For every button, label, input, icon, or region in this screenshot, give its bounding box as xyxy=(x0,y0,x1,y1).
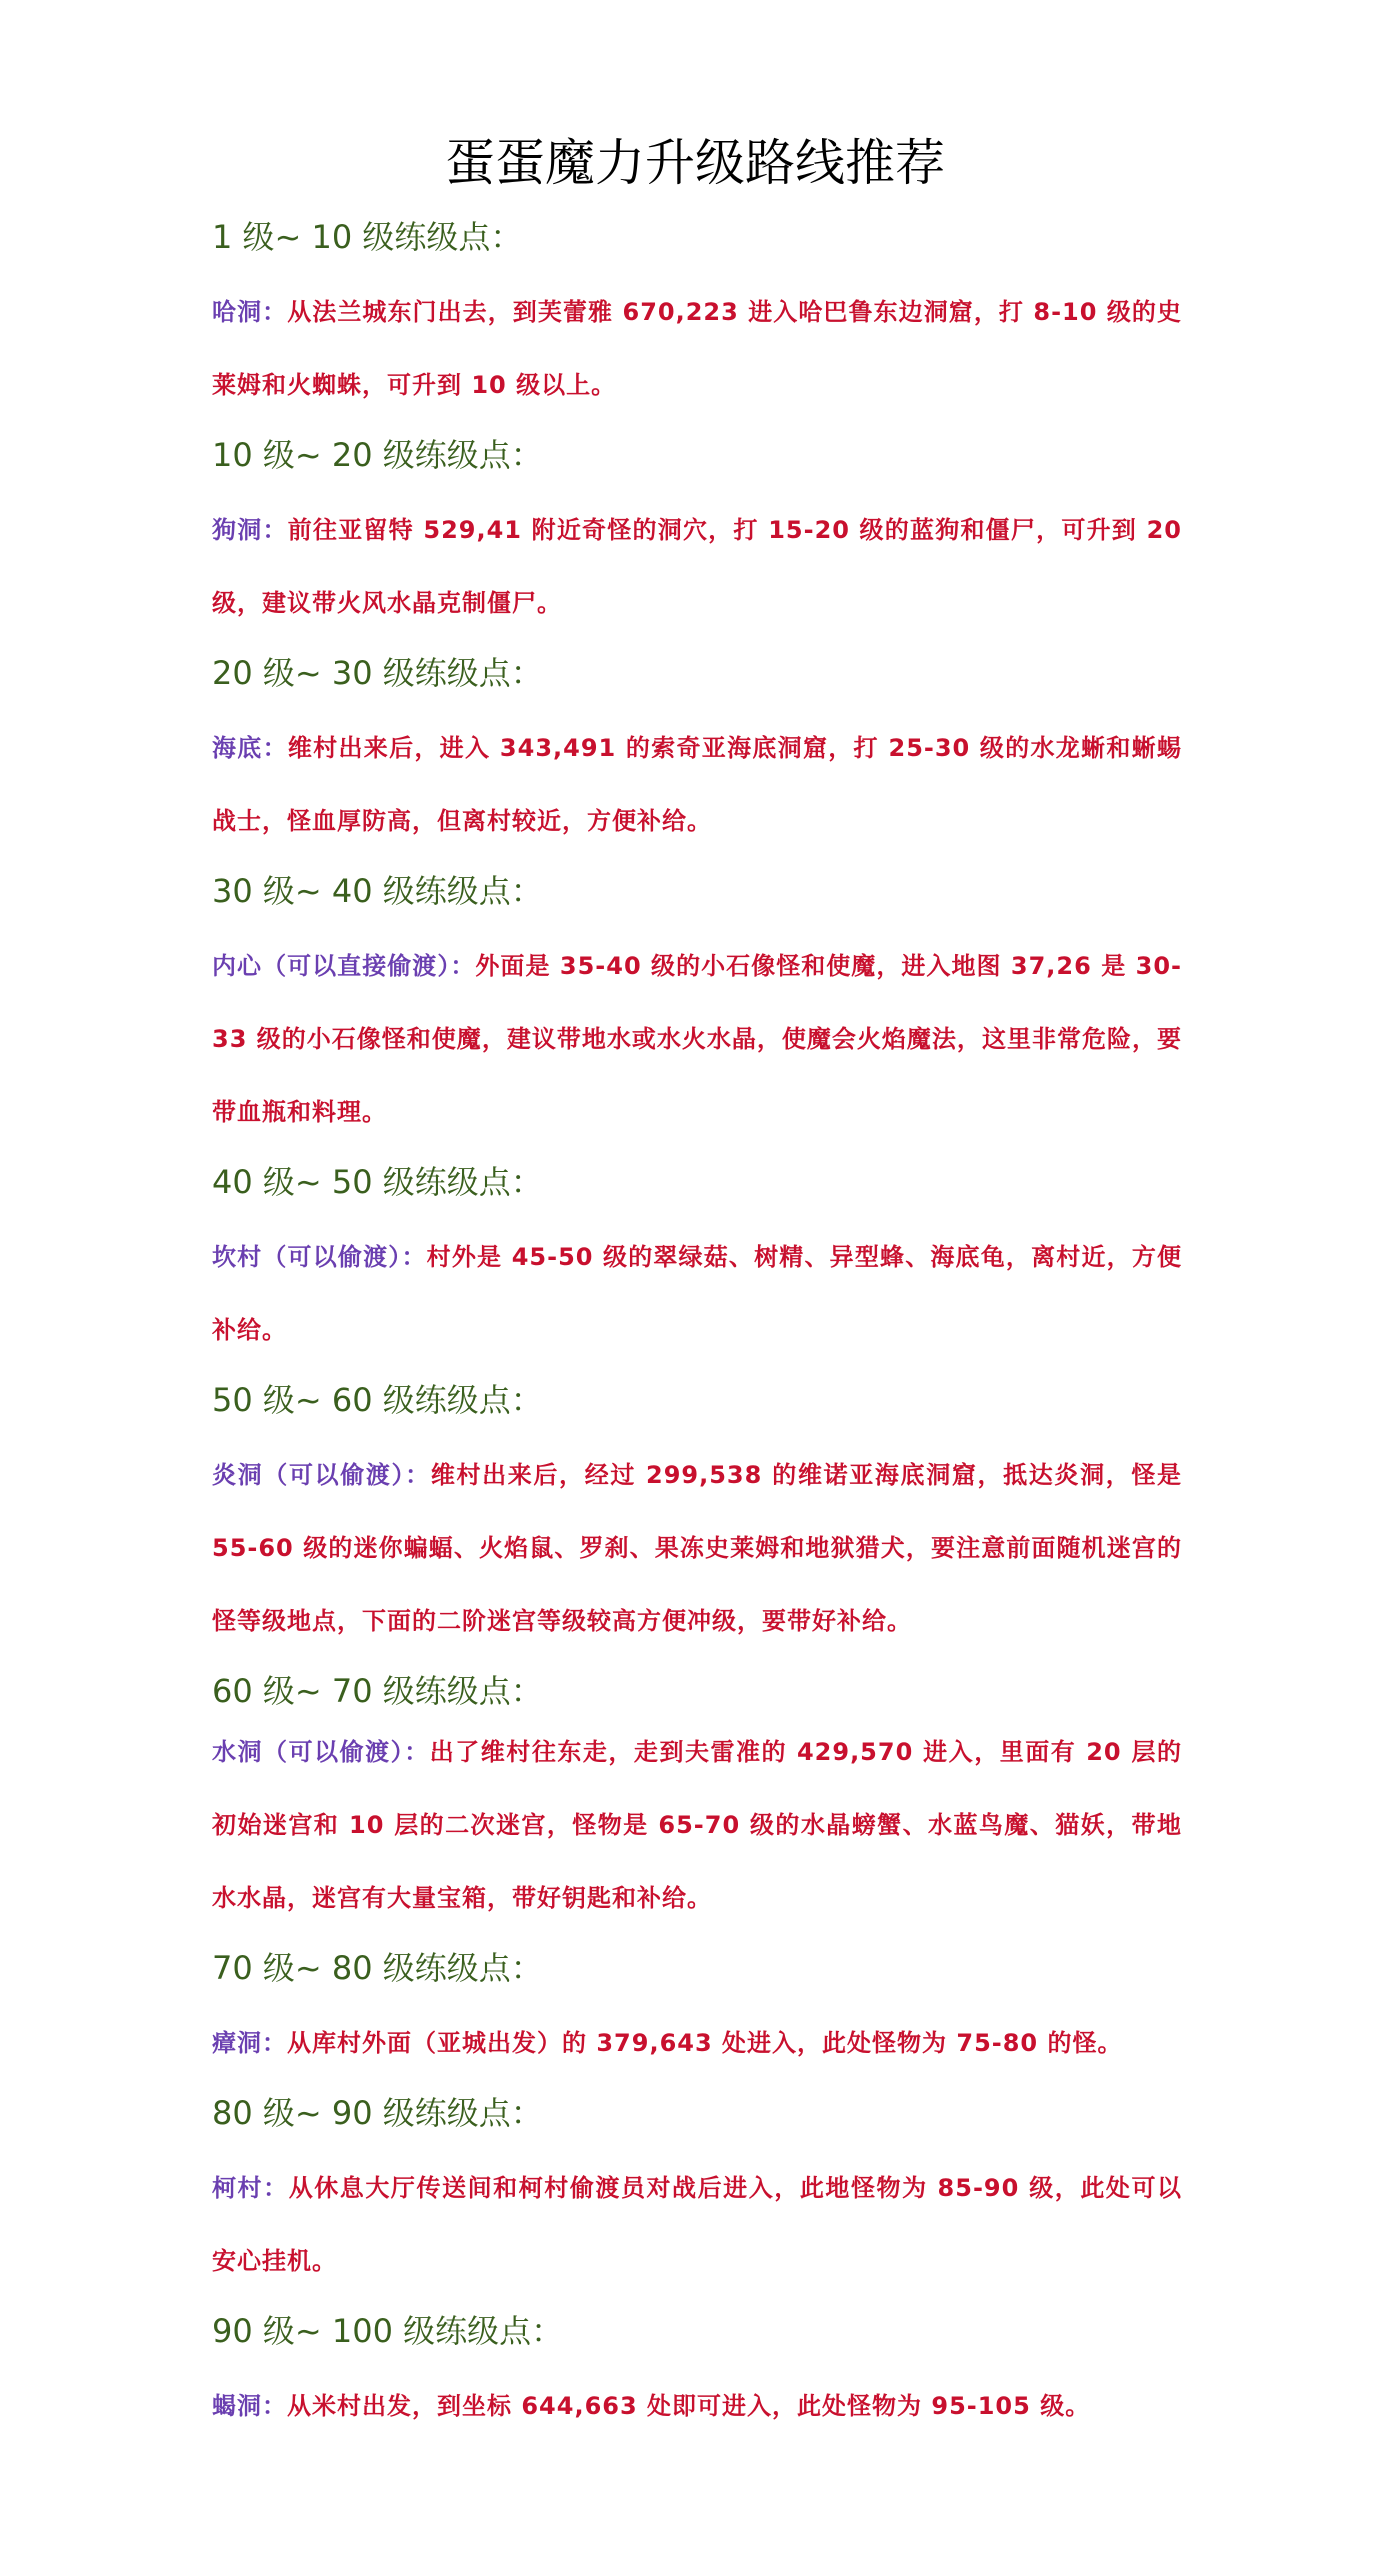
section-heading: 60 级~ 70 级练级点： xyxy=(212,1672,543,1710)
place-description: 出了维村往东走，走到夫雷准的 429,570 进入，里面有 20 层的初始迷宫和 10 层的二次迷宫，怪物是 65-70 级的水晶螃蟹、水蓝鸟魔、猫妖，带地水水晶，迷宫有大量宝箱，带好钥匙和补给。 xyxy=(212,1738,1182,1912)
section-body xyxy=(212,1439,1182,1658)
section-70-80 xyxy=(212,1943,1182,2088)
place-description: 从米村出发，到坐标 644,663 处即可进入，此处怪物为 95-105 级。 xyxy=(287,2392,1091,2420)
place-name: 哈洞： xyxy=(212,298,288,326)
place-description: 维村出来后，经过 299,538 的维诺亚海底洞窟，抵达炎洞，怪是 55-60 级的迷你蝙蝠、火焰鼠、罗刹、果冻史莱姆和地狱猎犬，要注意前面随机迷宫的怪等级地点，下面的二阶迷宫等级较高方便冲级，要带好补给。 xyxy=(212,1461,1183,1635)
place-name: 蝎洞： xyxy=(212,2392,287,2420)
section-body xyxy=(212,2152,1182,2298)
section-body xyxy=(212,712,1182,858)
section-heading: 20 级~ 30 级练级点： xyxy=(212,654,543,692)
section-body xyxy=(212,494,1182,640)
place-name: 瘴洞： xyxy=(212,2029,287,2057)
place-name: 内心（可以直接偷渡）： xyxy=(212,952,476,980)
place-name: 炎洞（可以偷渡）： xyxy=(212,1461,431,1489)
place-name: 水洞（可以偷渡）： xyxy=(212,1738,430,1766)
section-1-10 xyxy=(212,212,1182,430)
section-heading: 80 级~ 90 级练级点： xyxy=(212,2094,543,2132)
section-heading: 40 级~ 50 级练级点： xyxy=(212,1163,543,1201)
place-description: 外面是 35-40 级的小石像怪和使魔，进入地图 37,26 是 30-33 级的小石像怪和使魔，建议带地水或水火水晶，使魔会火焰魔法，这里非常危险，要带血瓶和料理。 xyxy=(212,952,1183,1126)
section-body xyxy=(212,1221,1182,1367)
section-heading: 10 级~ 20 级练级点： xyxy=(212,436,543,474)
place-name: 坎村（可以偷渡）： xyxy=(212,1243,427,1271)
place-name: 柯村： xyxy=(212,2174,289,2202)
place-description: 村外是 45-50 级的翠绿菇、树精、异型蜂、海底龟，离村近，方便补给。 xyxy=(212,1243,1183,1344)
section-30-40 xyxy=(212,866,1182,1157)
place-description: 从库村外面（亚城出发）的 379,643 处进入，此处怪物为 75-80 的怪。 xyxy=(287,2029,1123,2057)
section-body xyxy=(212,2370,1182,2443)
place-description: 从休息大厅传送间和柯村偷渡员对战后进入，此地怪物为 85-90 级，此处可以安心挂机。 xyxy=(212,2174,1183,2275)
place-description: 前往亚留特 529,41 附近奇怪的洞穴，打 15-20 级的蓝狗和僵尸，可升到 20 级，建议带火风水晶克制僵尸。 xyxy=(212,516,1183,617)
section-50-60 xyxy=(212,1375,1182,1666)
section-body xyxy=(212,930,1182,1149)
section-90-100 xyxy=(212,2306,1182,2443)
section-20-30 xyxy=(212,648,1182,866)
section-40-50 xyxy=(212,1157,1182,1375)
section-10-20 xyxy=(212,430,1182,648)
place-name: 海底： xyxy=(212,734,288,762)
section-heading: 70 级~ 80 级练级点： xyxy=(212,1949,543,1987)
section-80-90 xyxy=(212,2088,1182,2306)
page-title: 蛋蛋魔力升级路线推荐 xyxy=(445,134,945,192)
place-description: 从法兰城东门出去，到芙蕾雅 670,223 进入哈巴鲁东边洞窟，打 8-10 级的史莱姆和火蜘蛛，可升到 10 级以上。 xyxy=(212,298,1182,399)
section-60-70 xyxy=(212,1666,1182,1943)
section-body xyxy=(212,276,1182,422)
section-body xyxy=(212,2007,1182,2080)
place-name: 狗洞： xyxy=(212,516,288,544)
content-column xyxy=(212,212,1182,2443)
section-heading: 50 级~ 60 级练级点： xyxy=(212,1381,543,1419)
section-heading: 30 级~ 40 级练级点： xyxy=(212,872,543,910)
section-heading: 90 级~ 100 级练级点： xyxy=(212,2312,564,2350)
section-body xyxy=(212,1716,1182,1935)
section-heading: 1 级~ 10 级练级点： xyxy=(212,218,523,256)
place-description: 维村出来后，进入 343,491 的索奇亚海底洞窟，打 25-30 级的水龙蜥和蜥蜴战士，怪血厚防高，但离村较近，方便补给。 xyxy=(212,734,1182,835)
